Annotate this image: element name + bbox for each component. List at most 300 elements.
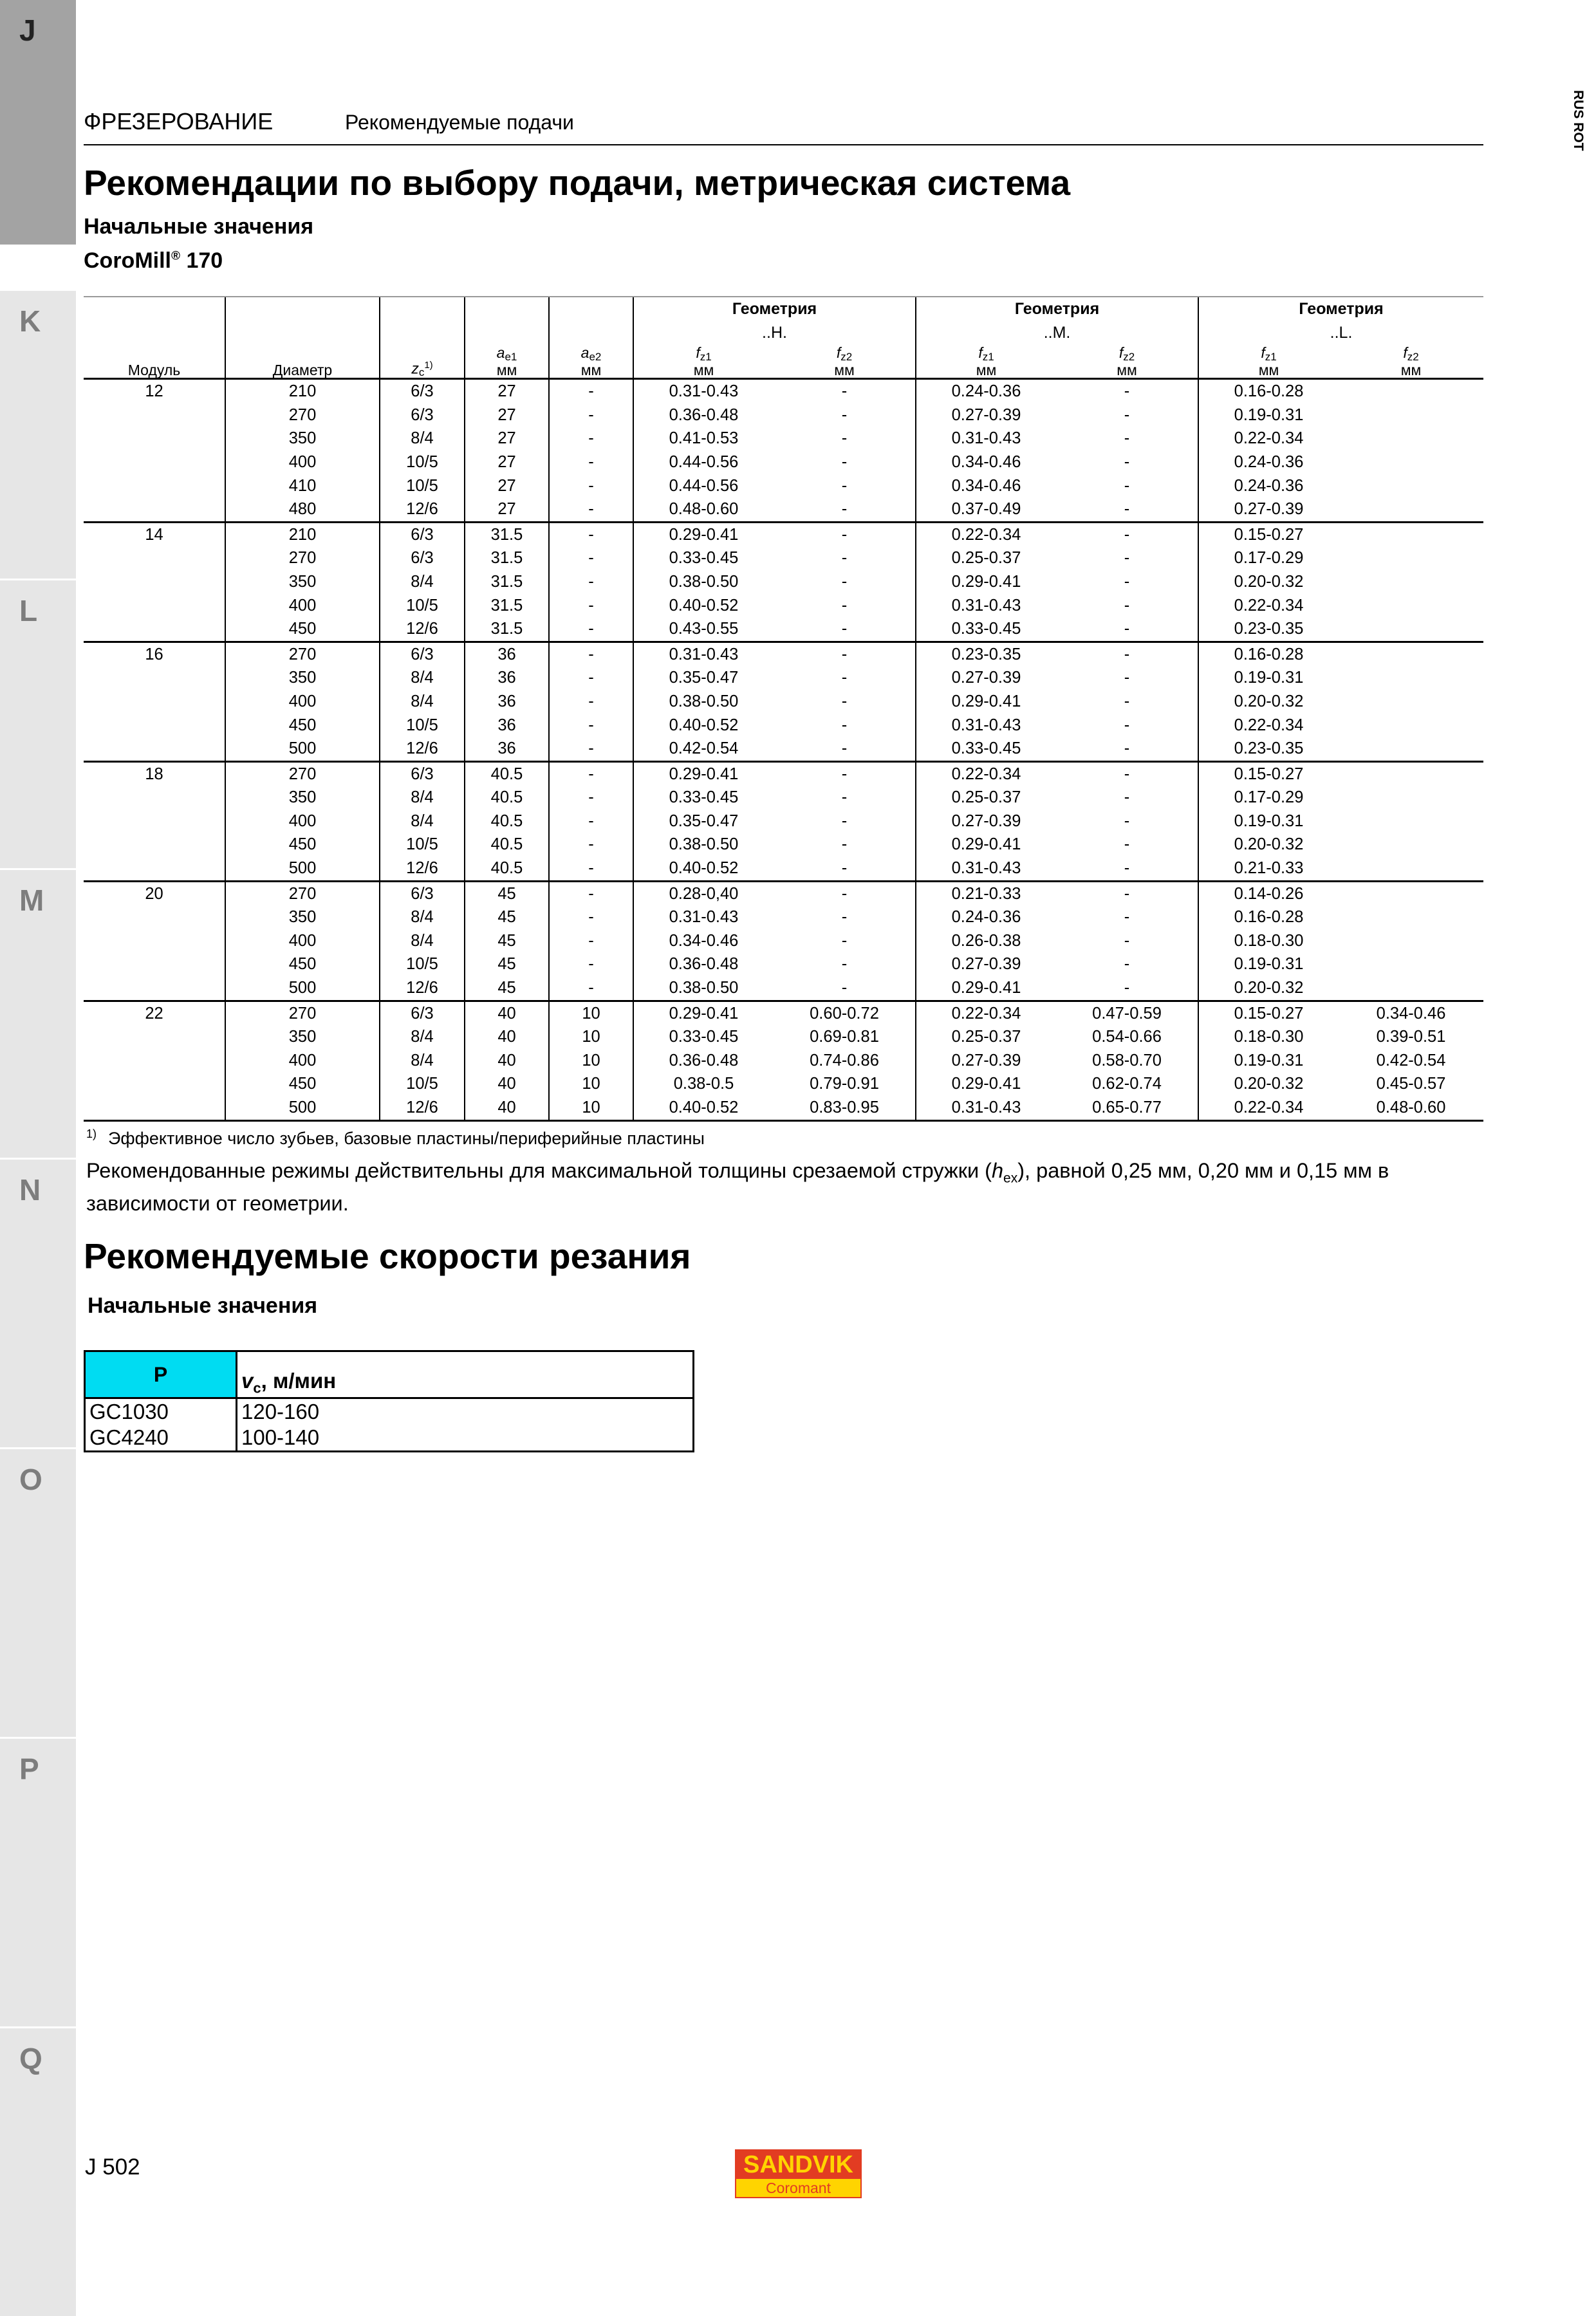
table-cell <box>1339 474 1483 498</box>
table-cell: 0.48-0.60 <box>1339 1096 1483 1120</box>
table-cell: - <box>841 596 848 615</box>
table-cell: 0.43-0.55 <box>633 617 774 642</box>
modul-cell <box>84 497 225 522</box>
table-cell: 12/6 <box>380 976 465 1001</box>
table-cell: 0.29-0.41 <box>916 833 1056 857</box>
table-cell: 0.23-0.35 <box>1198 737 1339 761</box>
table-row <box>84 690 1483 714</box>
table-cell: - <box>549 952 633 976</box>
table-cell: - <box>841 739 848 758</box>
zc-header: $zc^{1)}$ <box>380 344 465 379</box>
table-cell: 8/4 <box>380 1049 465 1073</box>
chapter-tab-n[interactable] <box>0 1160 76 1447</box>
table-cell: 0.42-0.54 <box>1376 1051 1446 1070</box>
table-cell: - <box>841 811 848 830</box>
table-cell: 0.19-0.31 <box>1198 952 1339 976</box>
table-cell: - <box>841 955 848 974</box>
table-cell: 0.83-0.95 <box>774 1096 916 1120</box>
table-cell: 0.79-0.91 <box>810 1075 879 1093</box>
table-cell: 0.58-0.70 <box>1092 1051 1162 1070</box>
table-cell: 0.35-0.47 <box>633 666 774 690</box>
table-cell: - <box>1124 452 1130 471</box>
table-cell: - <box>549 570 633 594</box>
table-cell: 0.25-0.37 <box>916 546 1056 570</box>
product-name: CoroMill® 170 <box>84 248 223 273</box>
table-cell: 0.40-0.52 <box>633 1096 774 1120</box>
table-cell: - <box>841 788 848 807</box>
table-cell: 0.41-0.53 <box>633 427 774 450</box>
table-cell: 400 <box>225 1049 380 1073</box>
table-cell: 27 <box>465 403 549 427</box>
table-cell: - <box>841 692 848 710</box>
table-cell: 0.15-0.27 <box>1198 522 1339 546</box>
table-cell: 0.65-0.77 <box>1056 1096 1198 1120</box>
table-cell: 0.25-0.37 <box>916 1025 1056 1049</box>
modul-cell <box>84 403 225 427</box>
table-cell: 0.36-0.48 <box>633 952 774 976</box>
feed-title: Рекомендации по выбору подачи, метрическая система <box>84 163 1071 203</box>
table-cell: 0.69-0.81 <box>810 1028 879 1046</box>
modul-cell <box>84 737 225 761</box>
table-cell: 210 <box>225 379 380 403</box>
table-cell: 0.31-0.43 <box>916 594 1056 618</box>
table-cell: - <box>1124 572 1130 591</box>
table-cell: 0.36-0.48 <box>633 403 774 427</box>
chapter-tab-m[interactable] <box>0 870 76 1158</box>
modul-cell <box>84 714 225 737</box>
table-cell: - <box>549 833 633 857</box>
table-cell: 40 <box>465 1001 549 1025</box>
table-row <box>84 1072 1483 1096</box>
table-cell: - <box>841 620 848 638</box>
grade-cell: GC1030 <box>85 1398 237 1425</box>
table-cell: 0.29-0.41 <box>633 1001 774 1025</box>
modul-cell <box>84 427 225 450</box>
table-cell: 12/6 <box>380 497 465 522</box>
cutting-speed-header: $v_c$, м/мин <box>241 1369 337 1396</box>
sandvik-coromant-logo: SANDVIK Coromant <box>735 2149 862 2198</box>
modul-cell <box>84 1072 225 1096</box>
table-cell: 0.23-0.35 <box>916 642 1056 666</box>
table-cell: 45 <box>465 976 549 1001</box>
table-cell: 8/4 <box>380 810 465 833</box>
table-cell: 450 <box>225 617 380 642</box>
table-cell <box>1339 403 1483 427</box>
table-cell: - <box>1124 549 1130 568</box>
table-cell: - <box>549 786 633 810</box>
table-cell: 0.20-0.32 <box>1198 976 1339 1001</box>
chapter-tab-p[interactable] <box>0 1739 76 2026</box>
table-cell: 0.24-0.36 <box>916 379 1056 403</box>
table-cell: 0.17-0.29 <box>1198 546 1339 570</box>
table-cell: 0.33-0.45 <box>916 617 1056 642</box>
table-cell: 40.5 <box>465 833 549 857</box>
table-cell: 0.24-0.36 <box>1198 474 1339 498</box>
modul-cell: 16 <box>84 642 225 666</box>
feed-table <box>84 296 1483 1122</box>
table-cell: 0.34-0.46 <box>916 474 1056 498</box>
table-cell <box>1339 427 1483 450</box>
table-cell: 0.33-0.45 <box>633 546 774 570</box>
table-cell: 0.22-0.34 <box>1198 594 1339 618</box>
table-cell: 0.15-0.27 <box>1198 761 1339 786</box>
table-cell: 350 <box>225 427 380 450</box>
table-cell: 8/4 <box>380 570 465 594</box>
table-cell: 6/3 <box>380 642 465 666</box>
modul-cell: 14 <box>84 522 225 546</box>
table-cell: 350 <box>225 786 380 810</box>
table-cell: - <box>1056 881 1198 905</box>
table-row <box>84 761 1483 786</box>
table-cell: 0.31-0.43 <box>916 857 1056 881</box>
table-cell: 0.38-0.5 <box>633 1072 774 1096</box>
table-cell: - <box>1124 476 1130 495</box>
table-cell: 350 <box>225 570 380 594</box>
table-cell: 40.5 <box>465 761 549 786</box>
table-cell: 0.38-0.50 <box>633 570 774 594</box>
table-cell: 400 <box>225 810 380 833</box>
table-cell: - <box>549 497 633 522</box>
table-cell: 8/4 <box>380 786 465 810</box>
table-cell: - <box>841 549 848 568</box>
table-cell: - <box>841 716 848 734</box>
table-row <box>84 570 1483 594</box>
table-cell: - <box>549 427 633 450</box>
table-cell: 0.21-0.33 <box>916 881 1056 905</box>
table-cell: - <box>1124 405 1130 424</box>
feed-subtitle: Начальные значения <box>84 214 314 239</box>
table-cell: 0.19-0.31 <box>1198 810 1339 833</box>
chapter-tab-letter: L <box>19 594 38 627</box>
table-cell: - <box>1124 859 1130 878</box>
table-cell <box>1339 546 1483 570</box>
table-cell: 0.22-0.34 <box>1198 427 1339 450</box>
table-cell: - <box>549 450 633 474</box>
table-cell: 0.34-0.46 <box>633 929 774 953</box>
table-cell: 0.31-0.43 <box>633 642 774 666</box>
fz2-l-header: fz2 мм <box>1339 344 1483 379</box>
chapter-tab-l[interactable] <box>0 580 76 868</box>
speed-cell: 100-140 <box>241 1425 320 1449</box>
geometry-header-l: Геометрия <box>1198 297 1483 321</box>
modul-cell <box>84 666 225 690</box>
table-cell: 270 <box>225 881 380 905</box>
table-cell: - <box>1124 500 1130 519</box>
table-cell: - <box>549 666 633 690</box>
table-cell: 12/6 <box>380 857 465 881</box>
chapter-tabs <box>0 0 76 2257</box>
table-cell: 0.27-0.39 <box>916 952 1056 976</box>
table-cell: 10 <box>549 1096 633 1120</box>
table-cell: - <box>1124 788 1130 807</box>
footnote: $^{1)}$ Эффективное число зубьев, базовые пластины/периферийные пластины <box>86 1127 705 1148</box>
chapter-tab-letter: P <box>19 1752 39 1786</box>
table-cell: - <box>549 737 633 761</box>
table-row <box>84 427 1483 450</box>
table-row <box>84 403 1483 427</box>
table-cell: 0.44-0.56 <box>633 474 774 498</box>
table-cell: - <box>549 474 633 498</box>
table-cell: - <box>549 403 633 427</box>
modul-cell <box>84 570 225 594</box>
fz1-l-header: fz1 мм <box>1198 344 1339 379</box>
table-cell: - <box>774 761 916 786</box>
table-cell: 0.74-0.86 <box>810 1051 879 1070</box>
modul-cell <box>84 1096 225 1120</box>
table-cell: - <box>841 476 848 495</box>
table-cell <box>1339 690 1483 714</box>
table-cell: - <box>1124 835 1130 854</box>
chapter-tab-o[interactable] <box>0 1449 76 1737</box>
table-cell: 270 <box>225 403 380 427</box>
fz2-m-header: fz2 мм <box>1056 344 1198 379</box>
table-cell: 0.37-0.49 <box>916 497 1056 522</box>
table-cell: 45 <box>465 881 549 905</box>
table-cell: 40 <box>465 1072 549 1096</box>
table-cell: 10/5 <box>380 952 465 976</box>
table-cell: 450 <box>225 952 380 976</box>
table-cell: 0.38-0.50 <box>633 833 774 857</box>
table-cell: - <box>549 379 633 403</box>
table-cell: - <box>774 881 916 905</box>
table-row <box>84 474 1483 498</box>
table-cell: 36 <box>465 737 549 761</box>
table-cell: - <box>841 931 848 950</box>
table-cell: 31.5 <box>465 617 549 642</box>
table-cell <box>1339 810 1483 833</box>
table-cell <box>1339 570 1483 594</box>
table-cell: 0.36-0.48 <box>633 1049 774 1073</box>
table-cell: 10/5 <box>380 474 465 498</box>
geometry-header-m: Геометрия <box>916 297 1198 321</box>
table-cell: 0.54-0.66 <box>1092 1028 1162 1046</box>
table-cell: 500 <box>225 737 380 761</box>
subsection-title: Рекомендуемые подачи <box>345 111 574 134</box>
modul-cell: 18 <box>84 761 225 786</box>
table-cell: 0.20-0.32 <box>1198 570 1339 594</box>
material-group-header: P <box>85 1351 237 1398</box>
table-row <box>84 642 1483 666</box>
table-cell: - <box>1056 522 1198 546</box>
table-cell: 10/5 <box>380 714 465 737</box>
chapter-tab-letter: O <box>19 1463 42 1496</box>
table-cell: 0.29-0.41 <box>916 976 1056 1001</box>
table-cell: 400 <box>225 929 380 953</box>
table-cell: 0.31-0.43 <box>916 427 1056 450</box>
table-cell: - <box>1124 811 1130 830</box>
table-cell: 40 <box>465 1049 549 1073</box>
chapter-tab-j[interactable] <box>0 0 76 245</box>
table-cell <box>1339 737 1483 761</box>
table-cell: 0.27-0.39 <box>916 810 1056 833</box>
table-cell: 0.27-0.39 <box>916 666 1056 690</box>
chapter-tab-letter: Q <box>19 2042 42 2075</box>
table-cell: 400 <box>225 690 380 714</box>
table-cell: 0.38-0.50 <box>633 976 774 1001</box>
table-cell: 450 <box>225 1072 380 1096</box>
table-cell: 27 <box>465 379 549 403</box>
table-cell: 8/4 <box>380 666 465 690</box>
modul-cell <box>84 594 225 618</box>
table-cell: 450 <box>225 833 380 857</box>
table-cell: - <box>1124 908 1130 927</box>
table-cell: 350 <box>225 666 380 690</box>
table-cell: 0.17-0.29 <box>1198 786 1339 810</box>
table-cell: 0.60-0.72 <box>774 1001 916 1025</box>
table-cell: 36 <box>465 690 549 714</box>
table-cell <box>1339 617 1483 642</box>
modul-cell <box>84 976 225 1001</box>
chapter-tab-q[interactable] <box>0 2028 76 2316</box>
table-cell: 0.27-0.39 <box>1198 497 1339 522</box>
table-cell: 0.22-0.34 <box>916 1001 1056 1025</box>
table-cell: 12/6 <box>380 1096 465 1120</box>
table-cell: 0.33-0.45 <box>916 737 1056 761</box>
modul-cell <box>84 857 225 881</box>
table-row <box>84 737 1483 761</box>
table-cell: 8/4 <box>380 905 465 929</box>
table-cell: 6/3 <box>380 881 465 905</box>
table-row <box>84 881 1483 905</box>
table-cell: 40 <box>465 1096 549 1120</box>
table-cell: - <box>549 905 633 929</box>
table-cell: - <box>549 690 633 714</box>
table-row <box>84 617 1483 642</box>
table-cell: - <box>1124 620 1130 638</box>
table-cell: 31.5 <box>465 594 549 618</box>
modul-cell <box>84 450 225 474</box>
table-cell: 0.23-0.35 <box>1198 617 1339 642</box>
table-cell: 270 <box>225 642 380 666</box>
table-cell: 10/5 <box>380 1072 465 1096</box>
table-cell: - <box>841 572 848 591</box>
table-cell: - <box>549 546 633 570</box>
table-cell: - <box>774 522 916 546</box>
table-cell <box>1339 761 1483 786</box>
table-cell: - <box>1056 761 1198 786</box>
table-cell: 0.16-0.28 <box>1198 905 1339 929</box>
table-cell: 40.5 <box>465 857 549 881</box>
table-cell: 31.5 <box>465 522 549 546</box>
table-cell: - <box>549 810 633 833</box>
table-cell: 0.20-0.32 <box>1198 1072 1339 1096</box>
chapter-tab-letter: M <box>19 884 44 917</box>
table-cell <box>1339 786 1483 810</box>
modul-cell <box>84 833 225 857</box>
speed-row <box>85 1398 694 1425</box>
modul-cell <box>84 546 225 570</box>
table-cell: 0.27-0.39 <box>916 403 1056 427</box>
table-cell: 480 <box>225 497 380 522</box>
table-cell: - <box>549 976 633 1001</box>
table-cell: 0.29-0.41 <box>916 690 1056 714</box>
table-cell: 0.40-0.52 <box>633 714 774 737</box>
table-cell: - <box>841 500 848 519</box>
table-cell: 270 <box>225 761 380 786</box>
modul-cell: 22 <box>84 1001 225 1025</box>
table-cell: 45 <box>465 905 549 929</box>
table-row <box>84 905 1483 929</box>
table-cell: 10 <box>549 1025 633 1049</box>
table-cell: 6/3 <box>380 761 465 786</box>
chapter-tab-letter: N <box>19 1173 41 1207</box>
table-cell <box>1339 714 1483 737</box>
table-cell: 31.5 <box>465 570 549 594</box>
modul-cell <box>84 474 225 498</box>
table-cell: 0.18-0.30 <box>1198 929 1339 953</box>
table-cell: 500 <box>225 1096 380 1120</box>
table-cell: 10/5 <box>380 450 465 474</box>
table-row <box>84 497 1483 522</box>
diameter-header: Диаметр <box>225 344 380 379</box>
table-cell: 400 <box>225 450 380 474</box>
table-cell: 0.33-0.45 <box>633 786 774 810</box>
table-row <box>84 929 1483 953</box>
table-cell: 40 <box>465 1025 549 1049</box>
table-cell: 40.5 <box>465 810 549 833</box>
table-cell: 0.31-0.43 <box>633 379 774 403</box>
modul-cell <box>84 1049 225 1073</box>
table-cell: 45 <box>465 952 549 976</box>
table-cell: - <box>1124 382 1130 401</box>
table-cell: 0.38-0.50 <box>633 690 774 714</box>
table-cell: - <box>1124 955 1130 974</box>
table-cell: - <box>549 522 633 546</box>
table-cell: 0.22-0.34 <box>916 761 1056 786</box>
geometry-code-m: ..M. <box>916 321 1198 345</box>
table-cell: - <box>549 642 633 666</box>
table-cell: - <box>841 405 848 424</box>
table-cell <box>1339 666 1483 690</box>
table-cell <box>1339 881 1483 905</box>
table-row <box>84 976 1483 1001</box>
table-cell: 36 <box>465 714 549 737</box>
table-cell: 6/3 <box>380 522 465 546</box>
modul-cell <box>84 929 225 953</box>
table-cell: 8/4 <box>380 690 465 714</box>
table-row <box>84 1025 1483 1049</box>
table-cell: 0.31-0.43 <box>916 1096 1056 1120</box>
table-cell: - <box>841 452 848 471</box>
table-cell: - <box>1124 429 1130 448</box>
table-cell: 0.22-0.34 <box>916 522 1056 546</box>
table-cell <box>1339 905 1483 929</box>
table-cell <box>1339 929 1483 953</box>
table-cell: 0.29-0.41 <box>916 1072 1056 1096</box>
section-title: ФРЕЗЕРОВАНИЕ <box>84 108 274 134</box>
table-cell <box>1339 594 1483 618</box>
table-cell: 0.44-0.56 <box>633 450 774 474</box>
chapter-tab-k[interactable] <box>0 291 76 579</box>
table-cell: 10/5 <box>380 594 465 618</box>
table-cell: 270 <box>225 546 380 570</box>
table-row <box>84 857 1483 881</box>
validity-note: Рекомендованные режимы действительны для максимальной толщины срезаемой стружки $(h_{ex})$, равной 0,25 мм, 0,20 мм и 0,15 мм в зависимости от геометрии. <box>86 1159 1389 1215</box>
table-cell: 27 <box>465 474 549 498</box>
table-cell: 6/3 <box>380 403 465 427</box>
table-cell: - <box>549 929 633 953</box>
table-row <box>84 952 1483 976</box>
table-cell: 27 <box>465 450 549 474</box>
table-cell <box>1339 522 1483 546</box>
table-cell: 0.31-0.43 <box>916 714 1056 737</box>
language-code: RUS ROT <box>1571 90 1586 151</box>
table-cell: 0.28-0,40 <box>633 881 774 905</box>
modul-cell <box>84 1025 225 1049</box>
table-cell: 0.34-0.46 <box>916 450 1056 474</box>
table-cell: 0.45-0.57 <box>1376 1075 1446 1093</box>
table-cell: - <box>841 835 848 854</box>
